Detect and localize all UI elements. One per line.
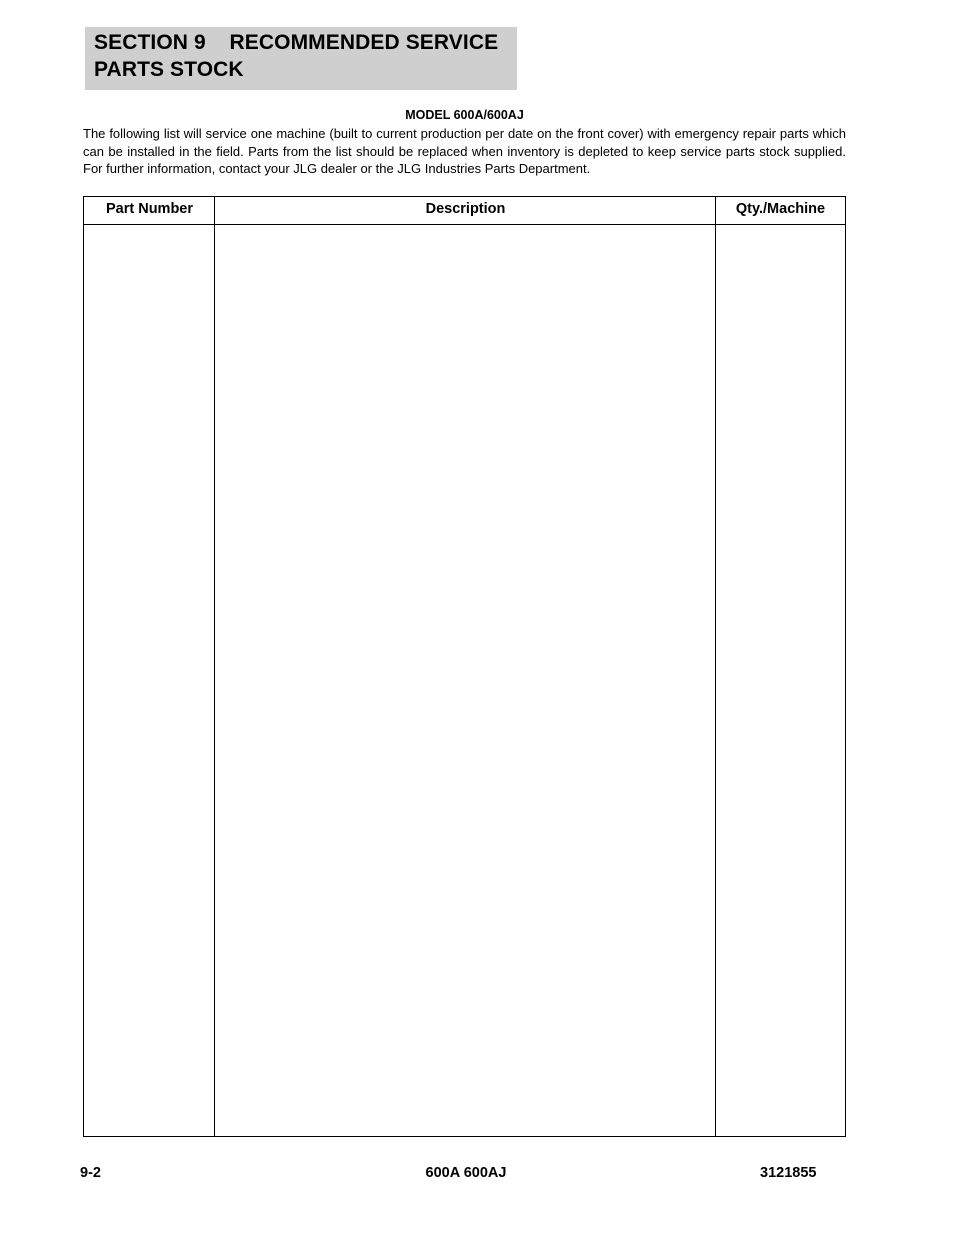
section-banner [85, 27, 517, 90]
intro-paragraph: The following list will service one machine (built to current production per date on the front cover) with emergency repair parts which can be installed in the field. Parts from the list should be replaced when inventory is depleted to keep service parts stock supplied. For further information, contact your JLG dealer or the JLG Industries Parts Department. [83, 126, 846, 176]
column-header-description: Description [425, 201, 506, 217]
footer-doc-number: 3121855 [760, 1165, 817, 1181]
footer-model: 600A 600AJ [425, 1165, 507, 1181]
column-header-part-number: Part Number [105, 201, 194, 217]
footer-page-number: 9-2 [80, 1165, 101, 1181]
section-title-line-1: SECTION 9 RECOMMENDED SERVICE [94, 31, 499, 54]
column-divider-2 [715, 197, 716, 1136]
column-divider-1 [214, 197, 215, 1136]
column-header-qty-machine: Qty./Machine [735, 201, 826, 217]
model-heading: MODEL 600A/600AJ [405, 108, 524, 122]
section-title-line-2: PARTS STOCK [94, 58, 244, 81]
parts-table [83, 196, 846, 1137]
header-divider [84, 224, 845, 225]
